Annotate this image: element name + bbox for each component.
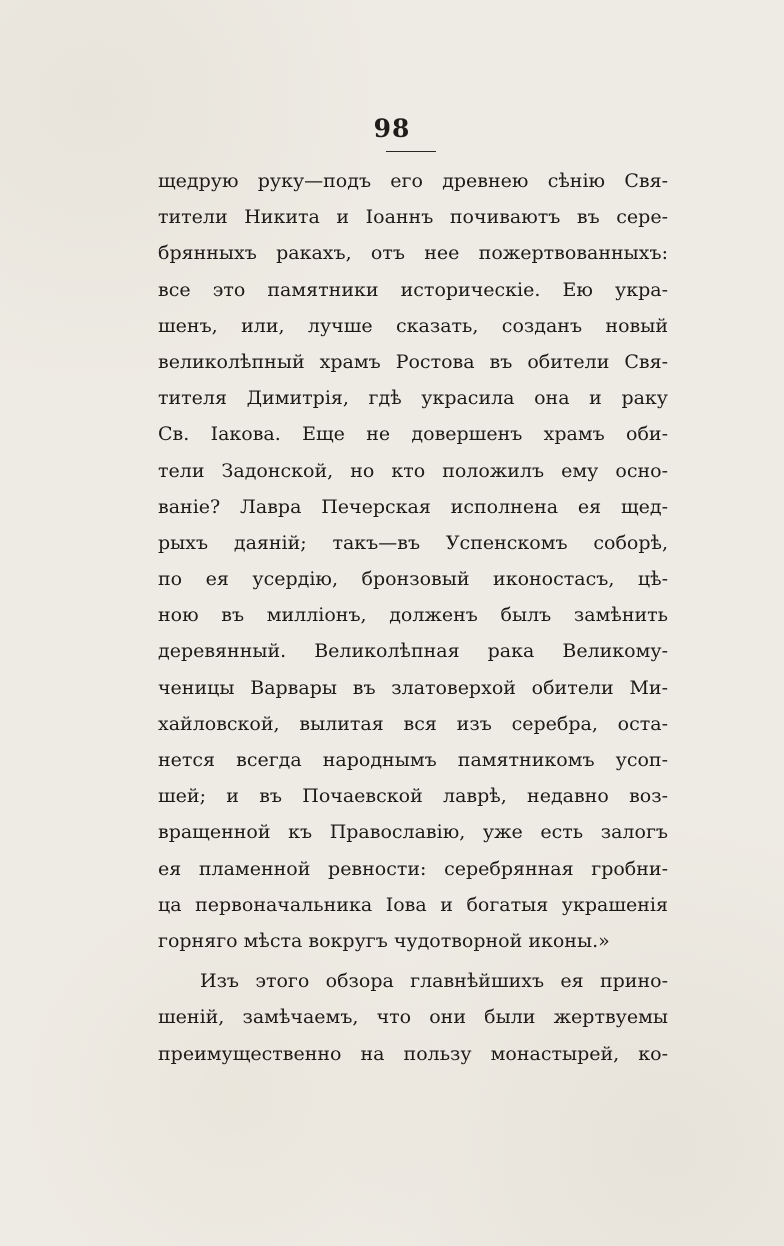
text-line: преимущественно на пользу монастырей, ко- <box>158 1042 668 1065</box>
body-text <box>158 163 668 1072</box>
text-line: хайловской, вылитая вся изъ серебра, оста- <box>158 712 668 735</box>
text-line: тители Никита и Іоаннъ почиваютъ въ сере- <box>158 206 668 229</box>
text-line: ея пламенной ревности: серебрянная гробни- <box>158 857 668 880</box>
text-line: Изъ этого обзора главнѣйшихъ ея прино- <box>200 970 668 993</box>
text-line: все это памятники историческіе. Ею укра- <box>158 278 668 301</box>
text-line: вращенной къ Православію, уже есть залогъ <box>158 821 668 844</box>
text-line: великолѣпный храмъ Ростова въ обители Свя- <box>158 350 668 373</box>
text-line: деревянный. Великолѣпная рака Великому- <box>158 640 668 663</box>
text-line: ца первоначальника Іова и богатыя украшенія <box>158 893 668 916</box>
text-line: ченицы Варвары въ златоверхой обители Ми- <box>158 676 668 699</box>
text-line: щедрую руку—подъ его древнею сѣнію Свя- <box>158 170 668 192</box>
text-line: шеній, замѣчаемъ, что они были жертвуемы <box>158 1006 668 1029</box>
page-number-rule <box>386 151 436 152</box>
text-line: шей; и въ Почаевской лаврѣ, недавно воз- <box>158 785 668 808</box>
text-line: Св. Іакова. Еще не довершенъ храмъ оби- <box>158 423 668 446</box>
text-line: нется всегда народнымъ памятникомъ усоп- <box>158 749 668 771</box>
text-line: по ея усердію, бронзовый иконостасъ, цѣ- <box>158 568 668 591</box>
text-line: шенъ, или, лучше сказать, созданъ новый <box>158 314 668 337</box>
text-line: горняго мѣста вокругъ чудотворной иконы.» <box>158 929 610 952</box>
text-line: тителя Димитрія, гдѣ украсила она и раку <box>158 387 668 410</box>
text-line: рыхъ даяній; такъ—въ Успенскомъ соборѣ, <box>158 531 668 554</box>
text-line: тели Задонской, но кто положилъ ему осно- <box>158 459 668 482</box>
text-line: ваніе? Лавра Печерская исполнена ея щед- <box>158 495 668 518</box>
text-line: брянныхъ ракахъ, отъ нее пожертвованныхъ: <box>158 242 668 265</box>
page-number: 98 <box>373 114 411 143</box>
text-line: ною въ милліонъ, долженъ былъ замѣнить <box>158 604 668 627</box>
